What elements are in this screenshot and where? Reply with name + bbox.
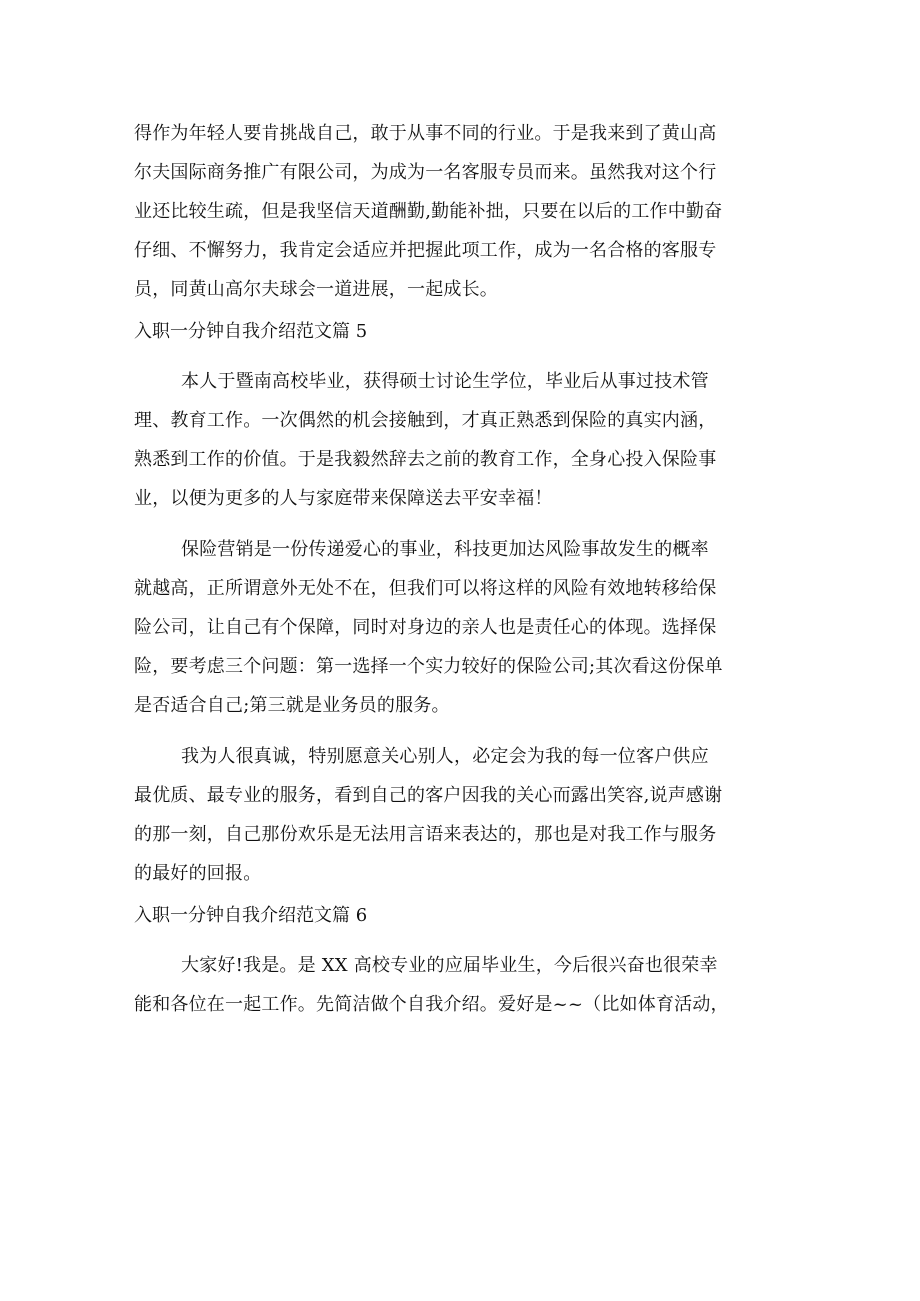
paragraph-service [134, 737, 786, 893]
text-line: 业，以便为更多的人与家庭带来保障送去平安幸福！ [134, 488, 553, 509]
text-line: 员，同黄山高尔夫球会一道进展，一起成长。 [134, 279, 498, 300]
paragraph-greeting [134, 946, 786, 1024]
text-line: 的那一刻，自己那份欢乐是无法用言语来表达的，那也是对我工作与服务 [134, 824, 717, 845]
text-line: 大家好!我是。是 XX 高校专业的应届毕业生，今后很兴奋也很荣幸 [181, 955, 718, 976]
text-line: 能和各位在一起工作。先简洁做个自我介绍。爱好是~~（比如体育活动， [134, 994, 729, 1015]
text-line: 得作为年轻人要肯挑战自己，敢于从事不同的行业。于是我来到了黄山高 [134, 123, 717, 144]
paragraph-education [134, 362, 786, 518]
paragraph-continuation [134, 114, 786, 309]
text-line: 本人于暨南高校毕业，获得硕士讨论生学位，毕业后从事过技术管 [181, 371, 709, 392]
text-line: 险公司，让自己有个保障，同时对身边的亲人也是责任心的体现。选择保 [134, 617, 717, 638]
text-line: 的最好的回报。 [134, 863, 262, 884]
text-line: 理、教育工作。一次偶然的机会接触到，才真正熟悉到保险的真实内涵， [134, 410, 717, 431]
text-line: 业还比较生疏，但是我坚信天道酬勤,勤能补拙，只要在以后的工作中勤奋 [134, 201, 723, 222]
text-line: 尔夫国际商务推广有限公司，为成为一名客服专员而来。虽然我对这个行 [134, 162, 717, 183]
text-line: 是否适合自己;第三就是业务员的服务。 [134, 695, 450, 716]
text-line: 保险营销是一份传递爱心的事业，科技更加达风险事故发生的概率 [181, 539, 709, 560]
text-line: 就越高，正所谓意外无处不在，但我们可以将这样的风险有效地转移给保 [134, 578, 717, 599]
paragraph-spacer [134, 518, 786, 530]
paragraph-spacer [134, 725, 786, 737]
text-line: 仔细、不懈努力，我肯定会适应并把握此项工作，成为一名合格的客服专 [134, 240, 717, 261]
paragraph-insurance [134, 530, 786, 725]
section-heading-6: 入职一分钟自我介绍范文篇 6 [134, 905, 368, 926]
text-line: 险，要考虑三个问题：第一选择一个实力较好的保险公司;其次看这份保单 [134, 656, 723, 677]
section-heading-5: 入职一分钟自我介绍范文篇 5 [134, 321, 368, 342]
text-line: 我为人很真诚，特别愿意关心别人，必定会为我的每一位客户供应 [181, 746, 709, 767]
text-line: 熟悉到工作的价值。于是我毅然辞去之前的教育工作，全身心投入保险事 [134, 449, 717, 470]
document-body [134, 114, 786, 1024]
text-line: 最优质、最专业的服务，看到自己的客户因我的关心而露出笑容,说声感谢 [134, 785, 723, 806]
